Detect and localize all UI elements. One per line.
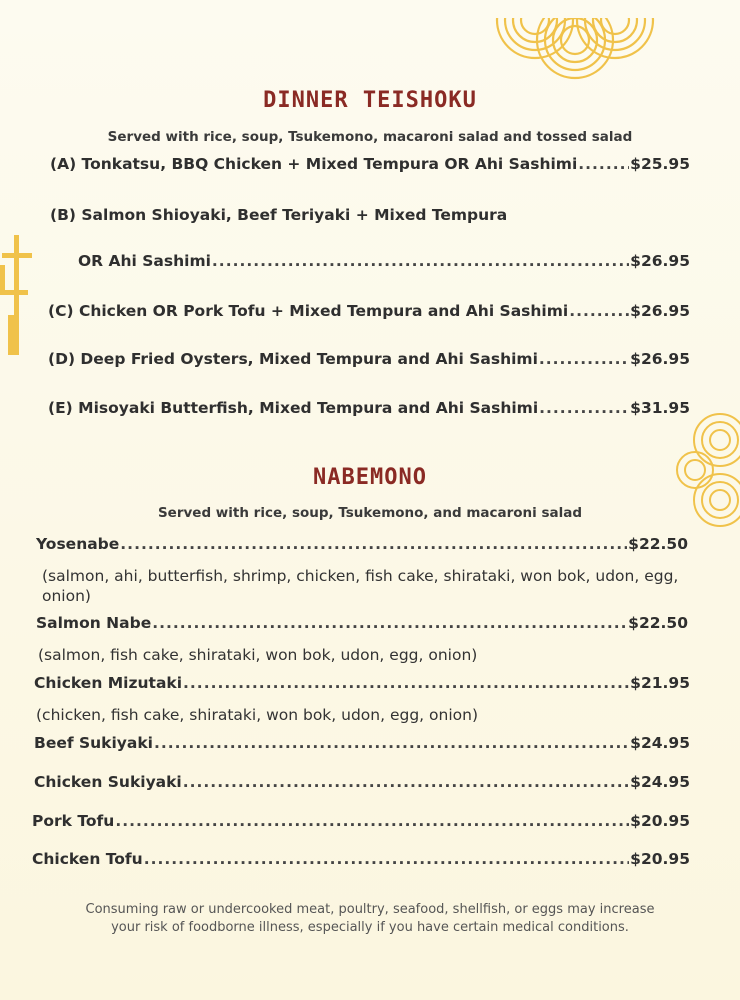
leader-dots <box>154 734 629 752</box>
menu-item-d <box>48 350 690 368</box>
item-price: $20.95 <box>630 850 690 868</box>
item-name: Chicken Mizutaki <box>34 674 183 692</box>
leader-dots <box>144 850 629 868</box>
item-name: OR Ahi Sashimi <box>78 252 211 270</box>
item-name: (C) Chicken OR Pork Tofu + Mixed Tempura and Ahi Sashimi <box>48 302 569 320</box>
item-price: $20.95 <box>630 812 690 830</box>
item-price: $21.95 <box>630 674 690 692</box>
item-name: Chicken Tofu <box>32 850 143 868</box>
menu-item-b <box>78 252 690 270</box>
menu-item-yosenabe <box>36 535 688 553</box>
item-name: Yosenabe <box>36 535 120 553</box>
item-name: Salmon Nabe <box>36 614 152 632</box>
menu-item-e <box>48 399 690 417</box>
item-description: (salmon, fish cake, shirataki, won bok, udon, egg, onion) <box>38 646 478 664</box>
item-price: $22.50 <box>628 614 688 632</box>
section-subtitle-teishoku: Served with rice, soup, Tsukemono, macaroni salad and tossed salad <box>107 129 633 145</box>
item-name: (E) Misoyaki Butterfish, Mixed Tempura and Ahi Sashimi <box>48 399 539 417</box>
section-title-nabemono: NABEMONO <box>313 465 427 490</box>
menu-item-a <box>50 155 690 173</box>
item-name: Beef Sukiyaki <box>34 734 153 752</box>
bracket-ornament-icon <box>0 235 40 360</box>
item-name: Pork Tofu <box>32 812 115 830</box>
leader-dots <box>578 155 629 173</box>
item-name: (A) Tonkatsu, BBQ Chicken + Mixed Tempura OR Ahi Sashimi <box>50 155 578 173</box>
menu-item-b-line1: (B) Salmon Shioyaki, Beef Teriyaki + Mixed Tempura <box>50 206 508 224</box>
leader-dots <box>183 674 629 692</box>
menu-item-chicken-mizutaki <box>34 674 690 692</box>
leader-dots <box>539 399 629 417</box>
disclaimer-line-1: Consuming raw or undercooked meat, poultry, seafood, shellfish, or eggs may increase <box>85 902 655 917</box>
menu-item-pork-tofu <box>32 812 690 830</box>
leader-dots <box>569 302 629 320</box>
leader-dots <box>115 812 629 830</box>
menu-item-chicken-tofu <box>32 850 690 868</box>
item-price: $26.95 <box>630 350 690 368</box>
leader-dots <box>120 535 627 553</box>
menu-item-c <box>48 302 690 320</box>
item-name: (D) Deep Fried Oysters, Mixed Tempura and Ahi Sashimi <box>48 350 538 368</box>
item-description: (chicken, fish cake, shirataki, won bok, udon, egg, onion) <box>36 706 478 724</box>
leader-dots <box>152 614 627 632</box>
menu-item-salmon-nabe <box>36 614 688 632</box>
menu-item-beef-sukiyaki <box>34 734 690 752</box>
disclaimer-line-2: your risk of foodborne illness, especially if you have certain medical conditions. <box>111 920 629 935</box>
item-name: Chicken Sukiyaki <box>34 773 182 791</box>
menu-item-chicken-sukiyaki <box>34 773 690 791</box>
leader-dots <box>183 773 629 791</box>
item-price: $31.95 <box>630 399 690 417</box>
section-title-teishoku: DINNER TEISHOKU <box>263 88 477 113</box>
item-price: $26.95 <box>630 252 690 270</box>
item-price: $24.95 <box>630 773 690 791</box>
item-description: (salmon, ahi, butterfish, shrimp, chicken, fish cake, shirataki, won bok, udon, egg, onion) <box>42 567 679 605</box>
item-price: $26.95 <box>630 302 690 320</box>
item-price: $24.95 <box>630 734 690 752</box>
item-price: $25.95 <box>630 155 690 173</box>
leader-dots <box>539 350 629 368</box>
leader-dots <box>212 252 629 270</box>
health-disclaimer <box>40 901 700 937</box>
item-price: $22.50 <box>628 535 688 553</box>
section-subtitle-nabemono: Served with rice, soup, Tsukemono, and macaroni salad <box>157 505 583 521</box>
wave-pattern-icon <box>485 0 665 80</box>
